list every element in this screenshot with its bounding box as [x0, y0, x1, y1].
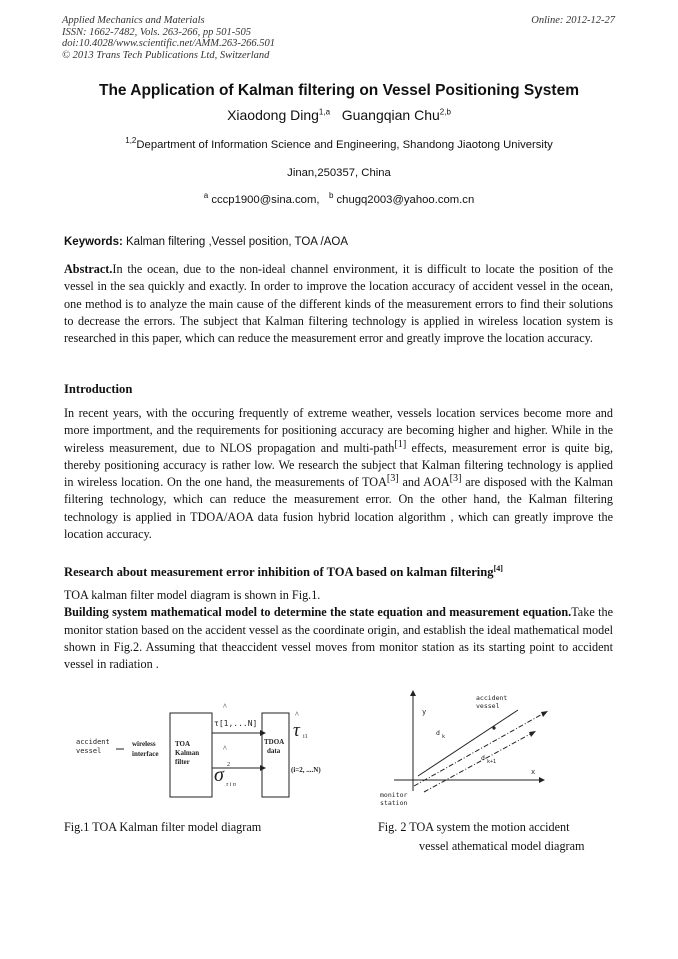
fig2-ray: [418, 710, 518, 776]
fig2-arrowhead: [541, 711, 548, 717]
fig1-hat: ^: [295, 710, 299, 719]
fig1-arrowhead: [260, 765, 266, 771]
fig1-interface-label: wireless: [132, 740, 156, 748]
affiliation: [0, 136, 678, 151]
fig2-arrowhead: [539, 777, 545, 783]
fig2-station-label: monitor: [380, 791, 408, 799]
fig1-input-label: vessel: [76, 747, 102, 755]
research-heading: [64, 565, 503, 580]
fig2-arrowhead: [529, 731, 536, 737]
fig1-sigma-sup: 2: [227, 762, 230, 768]
keywords-text: Kalman filtering ,Vessel position, TOA /AOA: [126, 236, 349, 248]
abstract-label: Abstract.: [64, 262, 113, 276]
fig2-dashed-ray: [424, 732, 534, 792]
fig2-y-label: y: [422, 708, 427, 716]
fig2-vessel-label: vessel: [476, 702, 500, 710]
fig2-caption: vessel athematical model diagram: [419, 839, 585, 853]
fig1-hat: ^: [223, 744, 227, 753]
fig1-filter-label: Kalman: [175, 749, 200, 757]
research-paragraph: [64, 587, 613, 673]
fig2-x-label: x: [531, 768, 536, 776]
journal-copyright: © 2013 Trans Tech Publications Ltd, Switzerland: [62, 49, 270, 61]
author-name: Guangqian Chu: [341, 107, 440, 123]
author-sup: 2,b: [439, 107, 451, 117]
fig2-diagram: [376, 688, 554, 810]
fig1-tdoa-label: TDOA: [264, 738, 285, 746]
intro-text: effects, measurement error is quite big, thereby positioning accuracy is rather low. We research the subject that Kalman filtering technology is applied in wireless location. On the one hand, the measurements of TOA: [64, 440, 613, 490]
intro-text: and AOA: [398, 475, 450, 490]
journal-header: [62, 15, 275, 61]
fig1-out-range: (i=2, ....N): [291, 766, 321, 774]
fig1-hat: ^: [223, 702, 227, 711]
fig2-vessel-point: [492, 726, 495, 729]
fig2-dk1-label: d: [481, 754, 485, 762]
email-link[interactable]: chugq2003@yahoo.com.cn: [336, 194, 475, 206]
fig1-tdoa-box: [262, 713, 289, 797]
city: Jinan,250357, China: [287, 167, 391, 179]
journal-issn: ISSN: 1662-7482, Vols. 263-266, pp 501-505: [62, 26, 251, 38]
fig1-arrowhead: [260, 730, 266, 736]
author-list: [0, 107, 678, 123]
citation-ref: [4]: [493, 563, 503, 573]
intro-text: In recent years, with the occuring frequently of extreme weather, vessels location services become more and more importment, and the requirements for positioning accuracy are becoming higher and higher. While in the wireless measurement, due to NLOS propagation and multi-path: [64, 406, 613, 455]
fig1-interface-label: interface: [132, 750, 159, 758]
fig1-filter-label: TOA: [175, 740, 191, 748]
paper-title: The Application of Kalman filtering on Vessel Positioning System: [98, 82, 579, 99]
research-line1: TOA kalman filter model diagram is shown in Fig.1.: [64, 588, 321, 602]
email-link[interactable]: cccp1900@sina.com,: [211, 194, 320, 206]
fig1-tau-top: τ[1,...N]: [214, 719, 258, 728]
intro-text: are disposed with the Kalman filtering technology, which can reduce the measurement error. On the other hand, the Kalman filtering technology is applied in TDOA/AOA data fusion hybrid location algorithm , which can greatly improve the location accuracy.: [64, 475, 613, 542]
fig2-dashed-ray: [414, 712, 546, 786]
keywords-label: Keywords:: [64, 236, 123, 248]
email-sup: a: [203, 191, 209, 201]
intro-heading: Introduction: [64, 382, 133, 396]
fig1-sigma: σ: [214, 764, 224, 786]
fig1-out-sub: i1: [303, 734, 308, 740]
author-sup: 1,a: [318, 107, 331, 117]
citation-ref: [1]: [394, 438, 407, 450]
fig1-diagram: [64, 700, 344, 810]
author-name: Xiaodong Ding: [227, 107, 319, 123]
affiliation-text: Department of Information Science and Engineering, Shandong Jiaotong University: [136, 139, 553, 151]
research-heading-text: Research about measurement error inhibition of TOA based on kalman filtering: [64, 565, 494, 579]
citation-ref: [3]: [386, 473, 399, 485]
fig2-dk-sub: k: [442, 734, 446, 740]
intro-paragraph: [64, 405, 613, 543]
fig2-caption: Fig. 2 TOA system the motion accident: [378, 820, 570, 834]
fig1-tdoa-label: data: [267, 747, 281, 755]
journal-name: Applied Mechanics and Materials: [62, 15, 205, 26]
fig2-station-label: station: [380, 799, 408, 807]
fig1-out-tau: τ: [293, 720, 300, 741]
citation-ref: [3]: [449, 473, 462, 485]
fig1-input-label: accident: [76, 738, 110, 746]
abstract-text: In the ocean, due to the non-ideal channel environment, it is difficult to locate the position of the vessel in the sea quickly and exactly. In order to improve the location accuracy of accident vessel in the ocean, one method is to analyze the main cause of the different kinds of the measurement errors to find their solutions to decrease the errors. The subject that Kalman filtering technology is applied in wireless location system is researched in this paper, which can reduce the measurement error and greatly improve the location accuracy.: [64, 262, 613, 346]
online-date: Online: 2012-12-27: [531, 15, 615, 26]
fig2-arrowhead: [410, 690, 416, 696]
abstract: [64, 261, 613, 347]
journal-doi: doi:10.4028/www.scientific.net/AMM.263-266.501: [62, 38, 275, 50]
email-sup: b: [328, 191, 334, 201]
affiliation-sup: 1,2: [125, 136, 137, 146]
fig2-dk-label: d: [436, 729, 440, 737]
keywords: [64, 236, 348, 248]
fig1-caption: Fig.1 TOA Kalman filter model diagram: [64, 820, 262, 834]
emails: [0, 191, 678, 206]
fig1-sigma-sub: τ i n: [226, 782, 236, 788]
fig2-dk1-sub: k+1: [487, 759, 497, 765]
research-text: Take the monitor station based on the accident vessel as the coordinate origin, and establish the ideal mathematical model shown in Fig.2. Assuming that theaccident vessel moves from monitor station as its starting point to accident vessel in radiation .: [64, 605, 613, 672]
fig2-vessel-label: accident: [476, 694, 508, 702]
research-bold: Building system mathematical model to determine the state equation and measurement equation.: [64, 605, 572, 620]
fig1-filter-label: filter: [175, 758, 190, 766]
